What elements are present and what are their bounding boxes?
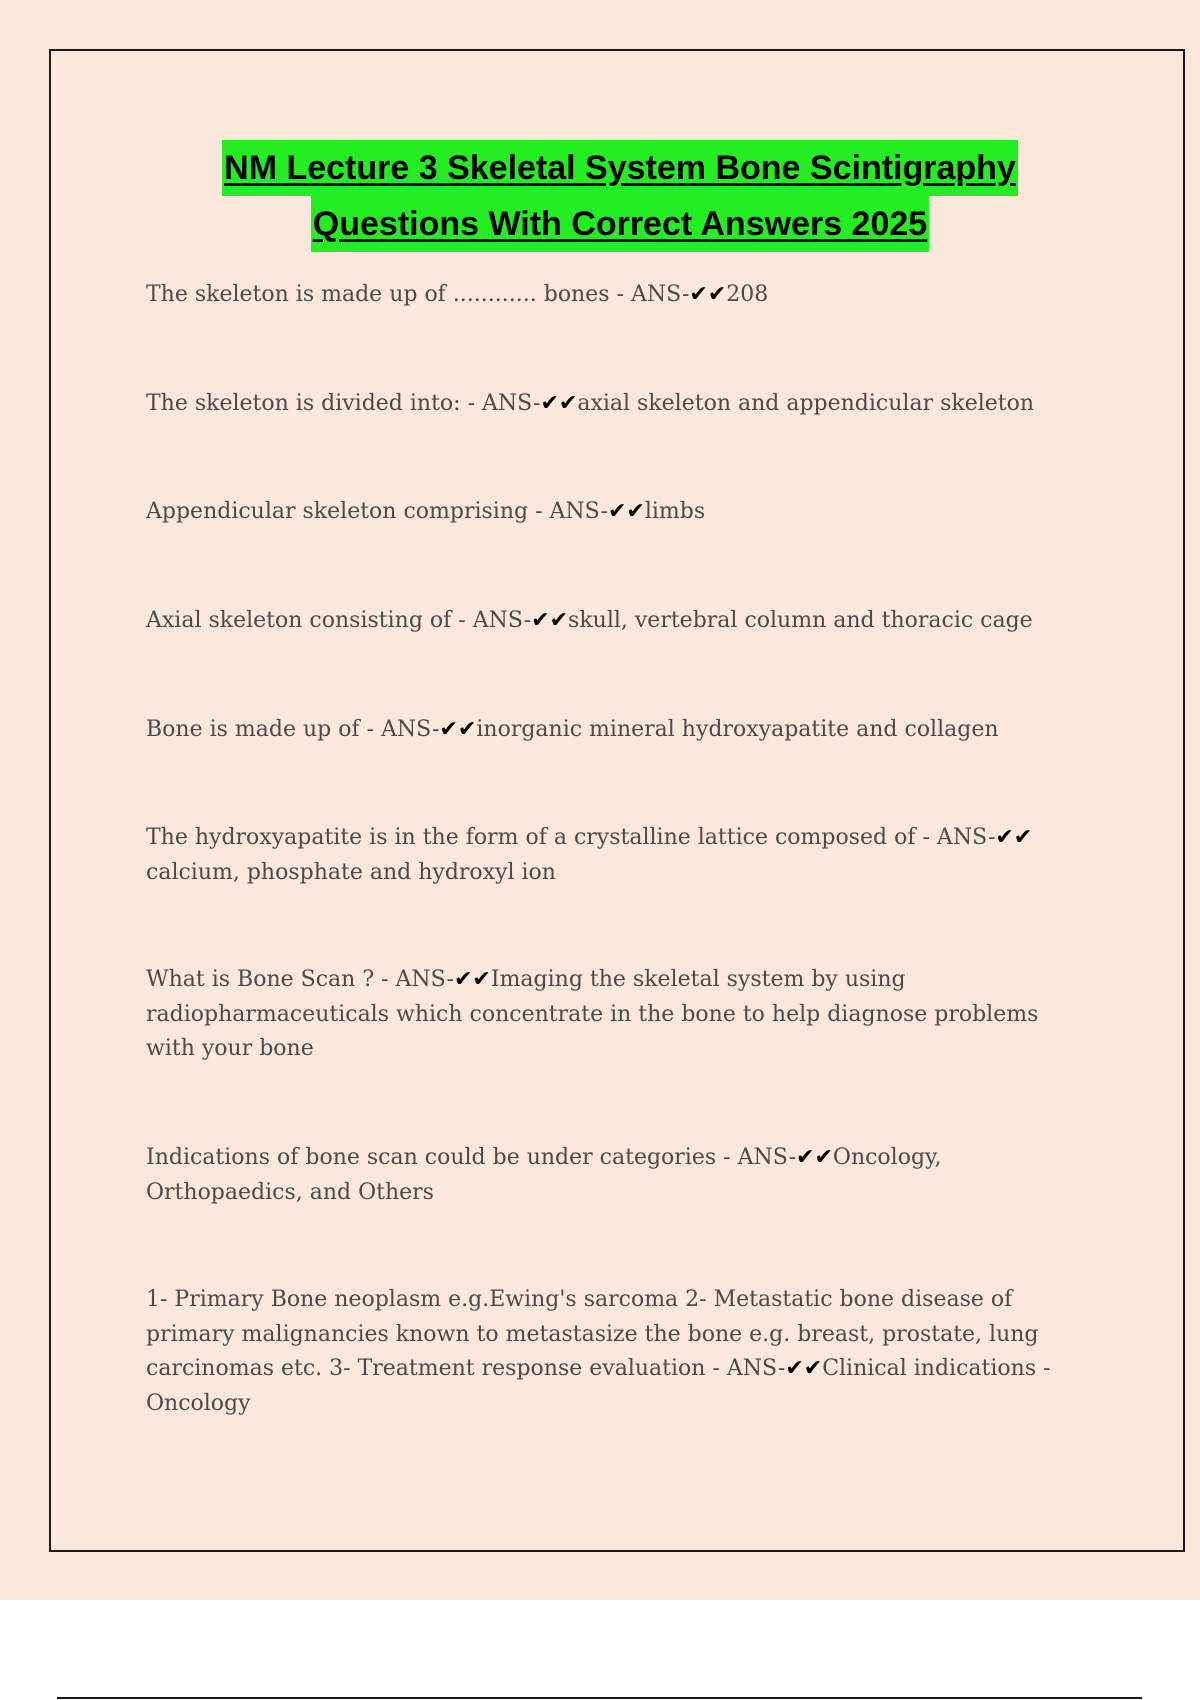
qa-item (146, 278, 1086, 313)
qa-answer: inorganic mineral hydroxyapatite and collagen (476, 717, 999, 742)
qa-answer: 208 (726, 282, 769, 307)
qa-question: Appendicular skeleton comprising - ANS- (146, 499, 608, 524)
qa-question: Indications of bone scan could be under categories - ANS- (146, 1145, 797, 1170)
qa-question: The skeleton is divided into: - ANS- (146, 391, 541, 416)
qa-item (146, 1283, 1086, 1421)
footer-divider (57, 1697, 1142, 1699)
qa-item (146, 604, 1086, 639)
checkmark-icon: ✔✔ (796, 1145, 833, 1170)
title-line-2: Questions With Correct Answers 2025 (311, 196, 929, 252)
qa-question: Bone is made up of - ANS- (146, 717, 440, 742)
title-line-1: NM Lecture 3 Skeletal System Bone Scintigraphy (222, 140, 1018, 196)
qa-answer: limbs (644, 499, 706, 524)
qa-item (146, 495, 1086, 530)
qa-question: The hydroxyapatite is in the form of a crystalline lattice composed of - ANS- (146, 825, 996, 850)
qa-item (146, 821, 1086, 890)
checkmark-icon: ✔✔ (995, 825, 1033, 850)
qa-question: The skeleton is made up of ............ bones - ANS- (146, 282, 690, 307)
qa-question: Axial skeleton consisting of - ANS- (146, 608, 532, 633)
qa-question: 1- Primary Bone neoplasm e.g.Ewing's sarcoma 2- Metastatic bone disease of primary malignancies known to metastasize the bone e.g. breast, prostate, lung carcinomas etc. 3- Treatment response evaluation - ANS- (146, 1287, 1039, 1381)
qa-question: What is Bone Scan ? - ANS- (146, 967, 454, 992)
checkmark-icon: ✔✔ (531, 608, 569, 633)
qa-answer: skull, vertebral column and thoracic cage (568, 608, 1033, 633)
qa-item (146, 387, 1086, 422)
document-title (0, 140, 1200, 252)
qa-answer: Imaging the skeletal system by using radiopharmaceuticals which concentrate in the bone to help diagnose problems with your bone (146, 967, 1039, 1061)
qa-answer: Oncology, Orthopaedics, and Others (146, 1145, 942, 1205)
qa-answer: Clinical indications - Oncology (146, 1356, 1051, 1416)
checkmark-icon: ✔✔ (785, 1356, 823, 1381)
qa-item (146, 963, 1086, 1067)
checkmark-icon: ✔✔ (689, 282, 727, 307)
checkmark-icon: ✔✔ (607, 499, 645, 524)
checkmark-icon: ✔✔ (540, 391, 578, 416)
checkmark-icon: ✔✔ (439, 717, 477, 742)
checkmark-icon: ✔✔ (453, 967, 491, 992)
qa-answer: axial skeleton and appendicular skeleton (577, 391, 1035, 416)
qa-item (146, 1141, 1086, 1210)
qa-answer: calcium, phosphate and hydroxyl ion (146, 859, 556, 885)
qa-item (146, 713, 1086, 748)
